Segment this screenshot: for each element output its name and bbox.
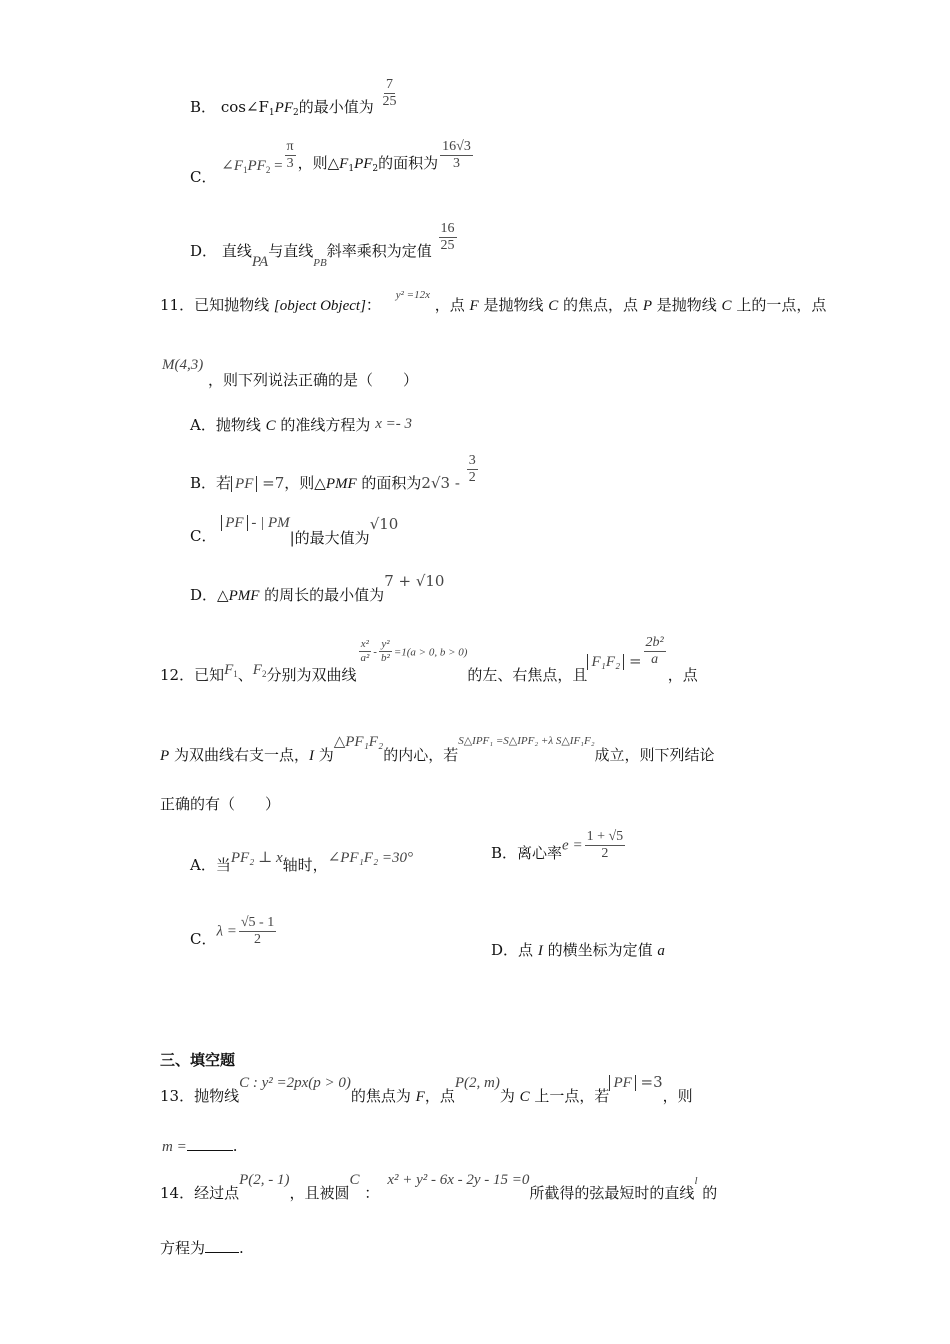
q12-stem: 12．已知$F_1$、$F_2$分别为双曲线 $\frac{\text{x²}}{\text{a²}}$ - $\frac{\text{y²}}{\text{b²}}$ =1(a > 0, b > 0)的左、右焦点，且F₁F₂ = $\frac{\text{2b²}}{a}$ ，点 [160,635,698,684]
fraction: $\frac{7}{25}$ [382,77,397,109]
q11-stem: 11．已知抛物线 [object Object]： y² =12x ，点 F 是抛物线 C 的焦点，点 P 是抛物线 C 上的一点，点 [160,289,827,314]
fraction: $\frac{16}{25}$ [440,221,455,253]
q11-option-d: D．△PMF 的周长的最小值为7 + √10 [190,572,445,604]
fraction: $\frac{3}{2}$ [468,453,476,485]
q11-option-c: C． PF - | PM|的最大值为√10 [190,515,399,547]
cos-text: cos∠F [220,97,269,116]
q12-option-a: A．当PF₂ ⊥ x轴时，∠PF₁F₂ =30° [190,850,414,874]
pf-text: PF [274,99,293,116]
circle-equation: x² + y² - 6x - 2y - 15 =0 [387,1172,530,1188]
parabola-equation: y² =12x [395,289,430,301]
option-label: D． [190,241,218,260]
fraction-area: $\frac{16√3}{3}$ [442,139,471,171]
q10-option-c: C． $\angle F_1PF_2$ = $\frac{\pi}{3}$ ，则$\triangle F_1PF_2$的面积为 $\frac{16√3}{3}$ [190,139,471,186]
q10-option-d: D． 直线PA与直线$_{PB}$斜率乘积为定值 $\frac{16}{25}$ [190,221,455,270]
q11-option-b: B．若 PF =7，则△PMF 的面积为2√3 - $\frac{3}{2}$ [190,453,476,492]
angle-expr: $\angle F_1PF_2$ = [221,157,283,175]
q12-stem-line3: 正确的有（ ） [160,795,281,813]
q12-option-d: D．点 I 的横坐标为定值 a [491,941,665,959]
section-heading: 三、填空题 [160,1051,236,1069]
q11-stem-line2: M(4,3) ，则下列说法正确的是（ ） [162,357,419,389]
q12-option-b: B．离心率e = $\frac{1 + √5}{2}$ [491,829,624,862]
option-label: B． [190,97,217,116]
min-text: 的最小值为 [298,97,374,116]
q12-option-c: C．λ = $\frac{√5 - 1}{2}$ [190,915,275,948]
q11-option-a: A．抛物线 C 的准线方程为 x =- 3 [190,416,412,434]
answer-blank[interactable] [205,1238,239,1253]
hyperbola-equation: =1(a > 0, b > 0) [393,646,468,659]
fraction-pi-3: $\frac{\pi}{3}$ [286,139,294,171]
q10-option-b: B． $\cos\angle F_1PF_2$的最小值为 $\frac{7}{25}$ [190,77,397,118]
point-m: M(4,3) [162,357,204,373]
option-label: C． [190,167,217,186]
q14-stem: 14．经过点P(2, - 1)，且被圆C ：x² + y² - 6x - 2y - 15 =0所截得的弦最短时的直线l 的 [160,1172,718,1202]
q13-stem: 13．抛物线C : y² =2px(p > 0)的焦点为 F，点P(2, m)为 C 上一点，若PF =3，则 [160,1073,693,1105]
q12-stem-line2: P 为双曲线右支一点，I 为△PF₁F₂的内心，若S△IPF₁ =S△IPF₂ +λ S△IF₁F₂成立，则下列结论 [160,734,715,764]
q14-answer-line: 方程为 . [160,1239,244,1257]
area-relation: S△IPF₁ =S△IPF₂ +λ S△IF₁F₂ [458,735,595,747]
q13-answer-line: m = . [162,1134,238,1155]
answer-blank[interactable] [187,1134,233,1151]
